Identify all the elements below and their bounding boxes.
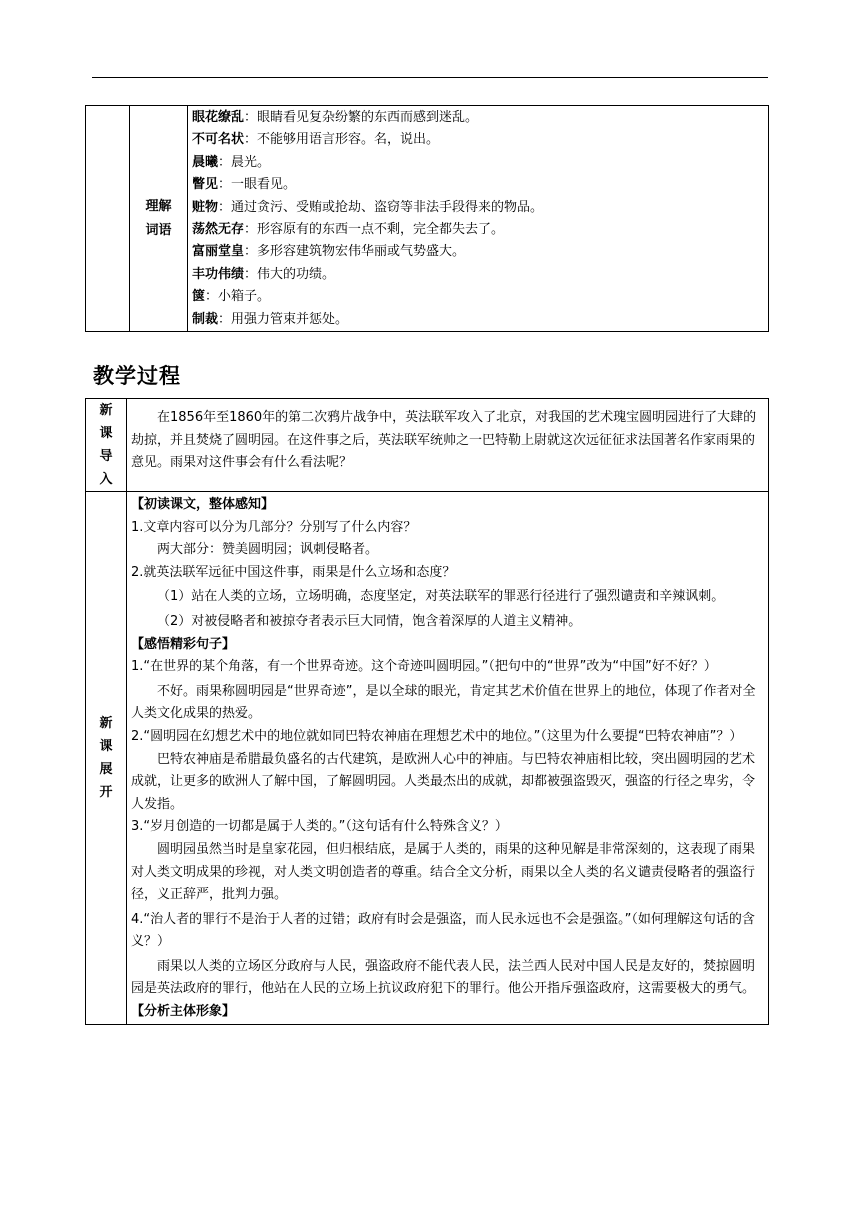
vocab-table [85,105,769,332]
header-rule [92,77,768,78]
vocab-term: 箧 [192,289,206,305]
vocab-item [192,197,764,219]
intro-cell [127,399,769,492]
lesson-heading: 【初读课文，整体感知】 [131,497,275,512]
lesson-heading: 【分析主体形象】 [131,1004,236,1020]
lesson-label-cell [86,492,127,1025]
sentence: 1.“在世界的某个角落，有一个世界奇迹。这个奇迹叫圆明园。”（把句中的“世界”改为“中国”好不好？） [131,659,717,675]
lesson-label: 新课展开 [99,715,113,800]
vocab-term: 瞥见 [192,177,219,193]
vocab-def: ：不能够用语言形容。名，说出。 [244,132,440,148]
vocab-item [192,309,764,331]
lesson-heading: 【感悟精彩句子】 [131,636,236,652]
answer: （1）站在人类的立场，立场明确，态度坚定，对英法联军的罪恶行径进行了强烈谴责和辛辣讽刺。 [157,589,725,605]
vocab-term: 不可名状 [192,132,245,148]
vocab-term: 晨曦 [192,154,219,170]
answer: 不好。雨果称圆明园是“世界奇迹”，是以全球的眼光，肯定其艺术价值在世界上的地位，体现了作者对全人类文化成果的热爱。 [131,683,756,722]
vocab-item [192,286,764,308]
vocab-def: ：用强力管束并惩处。 [218,311,349,327]
sentence: 3.“岁月创造的一切都是属于人类的。”（这句话有什么特殊含义？） [131,819,508,835]
vocab-item [192,129,764,151]
vocab-term: 富丽堂皇 [192,244,245,260]
answer: 巴特农神庙是希腊最负盛名的古代建筑，是欧洲人心中的神庙。与巴特农神庙相比较，突出圆明园的艺术成就，让更多的欧洲人了解中国，了解圆明园。人类最杰出的成就，却都被强盗毁灭，强盗的行径之卑劣，令人发指。 [131,751,756,812]
answer: 雨果以人类的立场区分政府与人民，强盗政府不能代表人民，法兰西人民对中国人民是友好的，焚掠圆明园是英法政府的罪行，他站在人民的立场上抗议政府犯下的罪行。他公开指斥强盗政府，这需要极大的勇气。 [131,958,756,997]
process-table [85,398,769,1025]
intro-label-cell [86,399,127,492]
vocab-list [188,106,769,332]
vocab-item [192,174,764,196]
vocab-item [192,152,764,174]
vocab-empty-cell [86,106,130,332]
question: 2.就英法联军远征中国这件事，雨果是什么立场和态度？ [131,564,456,580]
vocab-item [192,219,764,241]
vocab-term: 制裁 [192,311,219,327]
answer: 两大部分：赞美圆明园；讽刺侵略者。 [157,542,379,558]
vocab-item [192,107,764,129]
sentence: 4.“治人者的罪行不是治于人者的过错；政府有时会是强盗，而人民永远也不会是强盗。”（如何理解这句话的含义？） [131,911,755,950]
vocab-term: 眼花缭乱 [192,110,245,125]
vocab-label-cell [130,106,188,332]
question: 1.文章内容可以分为几部分？分别写了什么内容？ [131,519,417,535]
vocab-def: ：眼睛看见复杂纷繁的东西而感到迷乱。 [244,110,479,125]
answer: 圆明园虽然当时是皇家花园，但归根结底，是属于人类的，雨果的这种见解是非常深刻的，这表现了雨果对人类文明成果的珍视，对人类文明创造者的尊重。结合全文分析，雨果以全人类的名义谴责侵略者的强盗行径，义正辞严，批判力强。 [131,841,756,903]
vocab-item [192,264,764,286]
vocab-term: 丰功伟绩 [192,266,245,282]
vocab-def: ：形容原有的东西一点不剩，完全都失去了。 [244,222,505,238]
vocab-label: 理解词语 [145,198,172,238]
intro-label: 新课导入 [99,403,113,487]
vocab-item [192,241,764,263]
answer: （2）对被侵略者和被掠夺者表示巨大同情，饱含着深厚的人道主义精神。 [157,613,582,629]
vocab-term: 荡然无存 [192,222,245,238]
vocab-def: ：通过贪污、受贿或抢劫、盗窃等非法手段得来的物品。 [218,199,544,215]
vocab-term: 赃物 [192,199,219,215]
vocab-def: ：一眼看见。 [218,177,297,193]
sentence: 2.“圆明园在幻想艺术中的地位就如同巴特农神庙在理想艺术中的地位。”（这里为什么要提“巴特农神庙”？） [131,728,743,744]
vocab-def: ：晨光。 [218,154,271,170]
section-title: 教学过程 [93,363,181,388]
lesson-cell [127,492,769,1025]
vocab-def: ：伟大的功绩。 [244,266,336,282]
intro-text: 在1856年至1860年的第二次鸦片战争中，英法联军攻入了北京，对我国的艺术瑰宝圆明园进行了大肆的劫掠，并且焚烧了圆明园。在这件事之后，英法联军统帅之一巴特勒上尉就这次远征征求法国著名作家雨果的意见。雨果对这件事会有什么看法呢？ [131,410,757,471]
vocab-def: ：多形容建筑物宏伟华丽或气势盛大。 [244,244,466,260]
vocab-def: ：小箱子。 [205,289,271,305]
